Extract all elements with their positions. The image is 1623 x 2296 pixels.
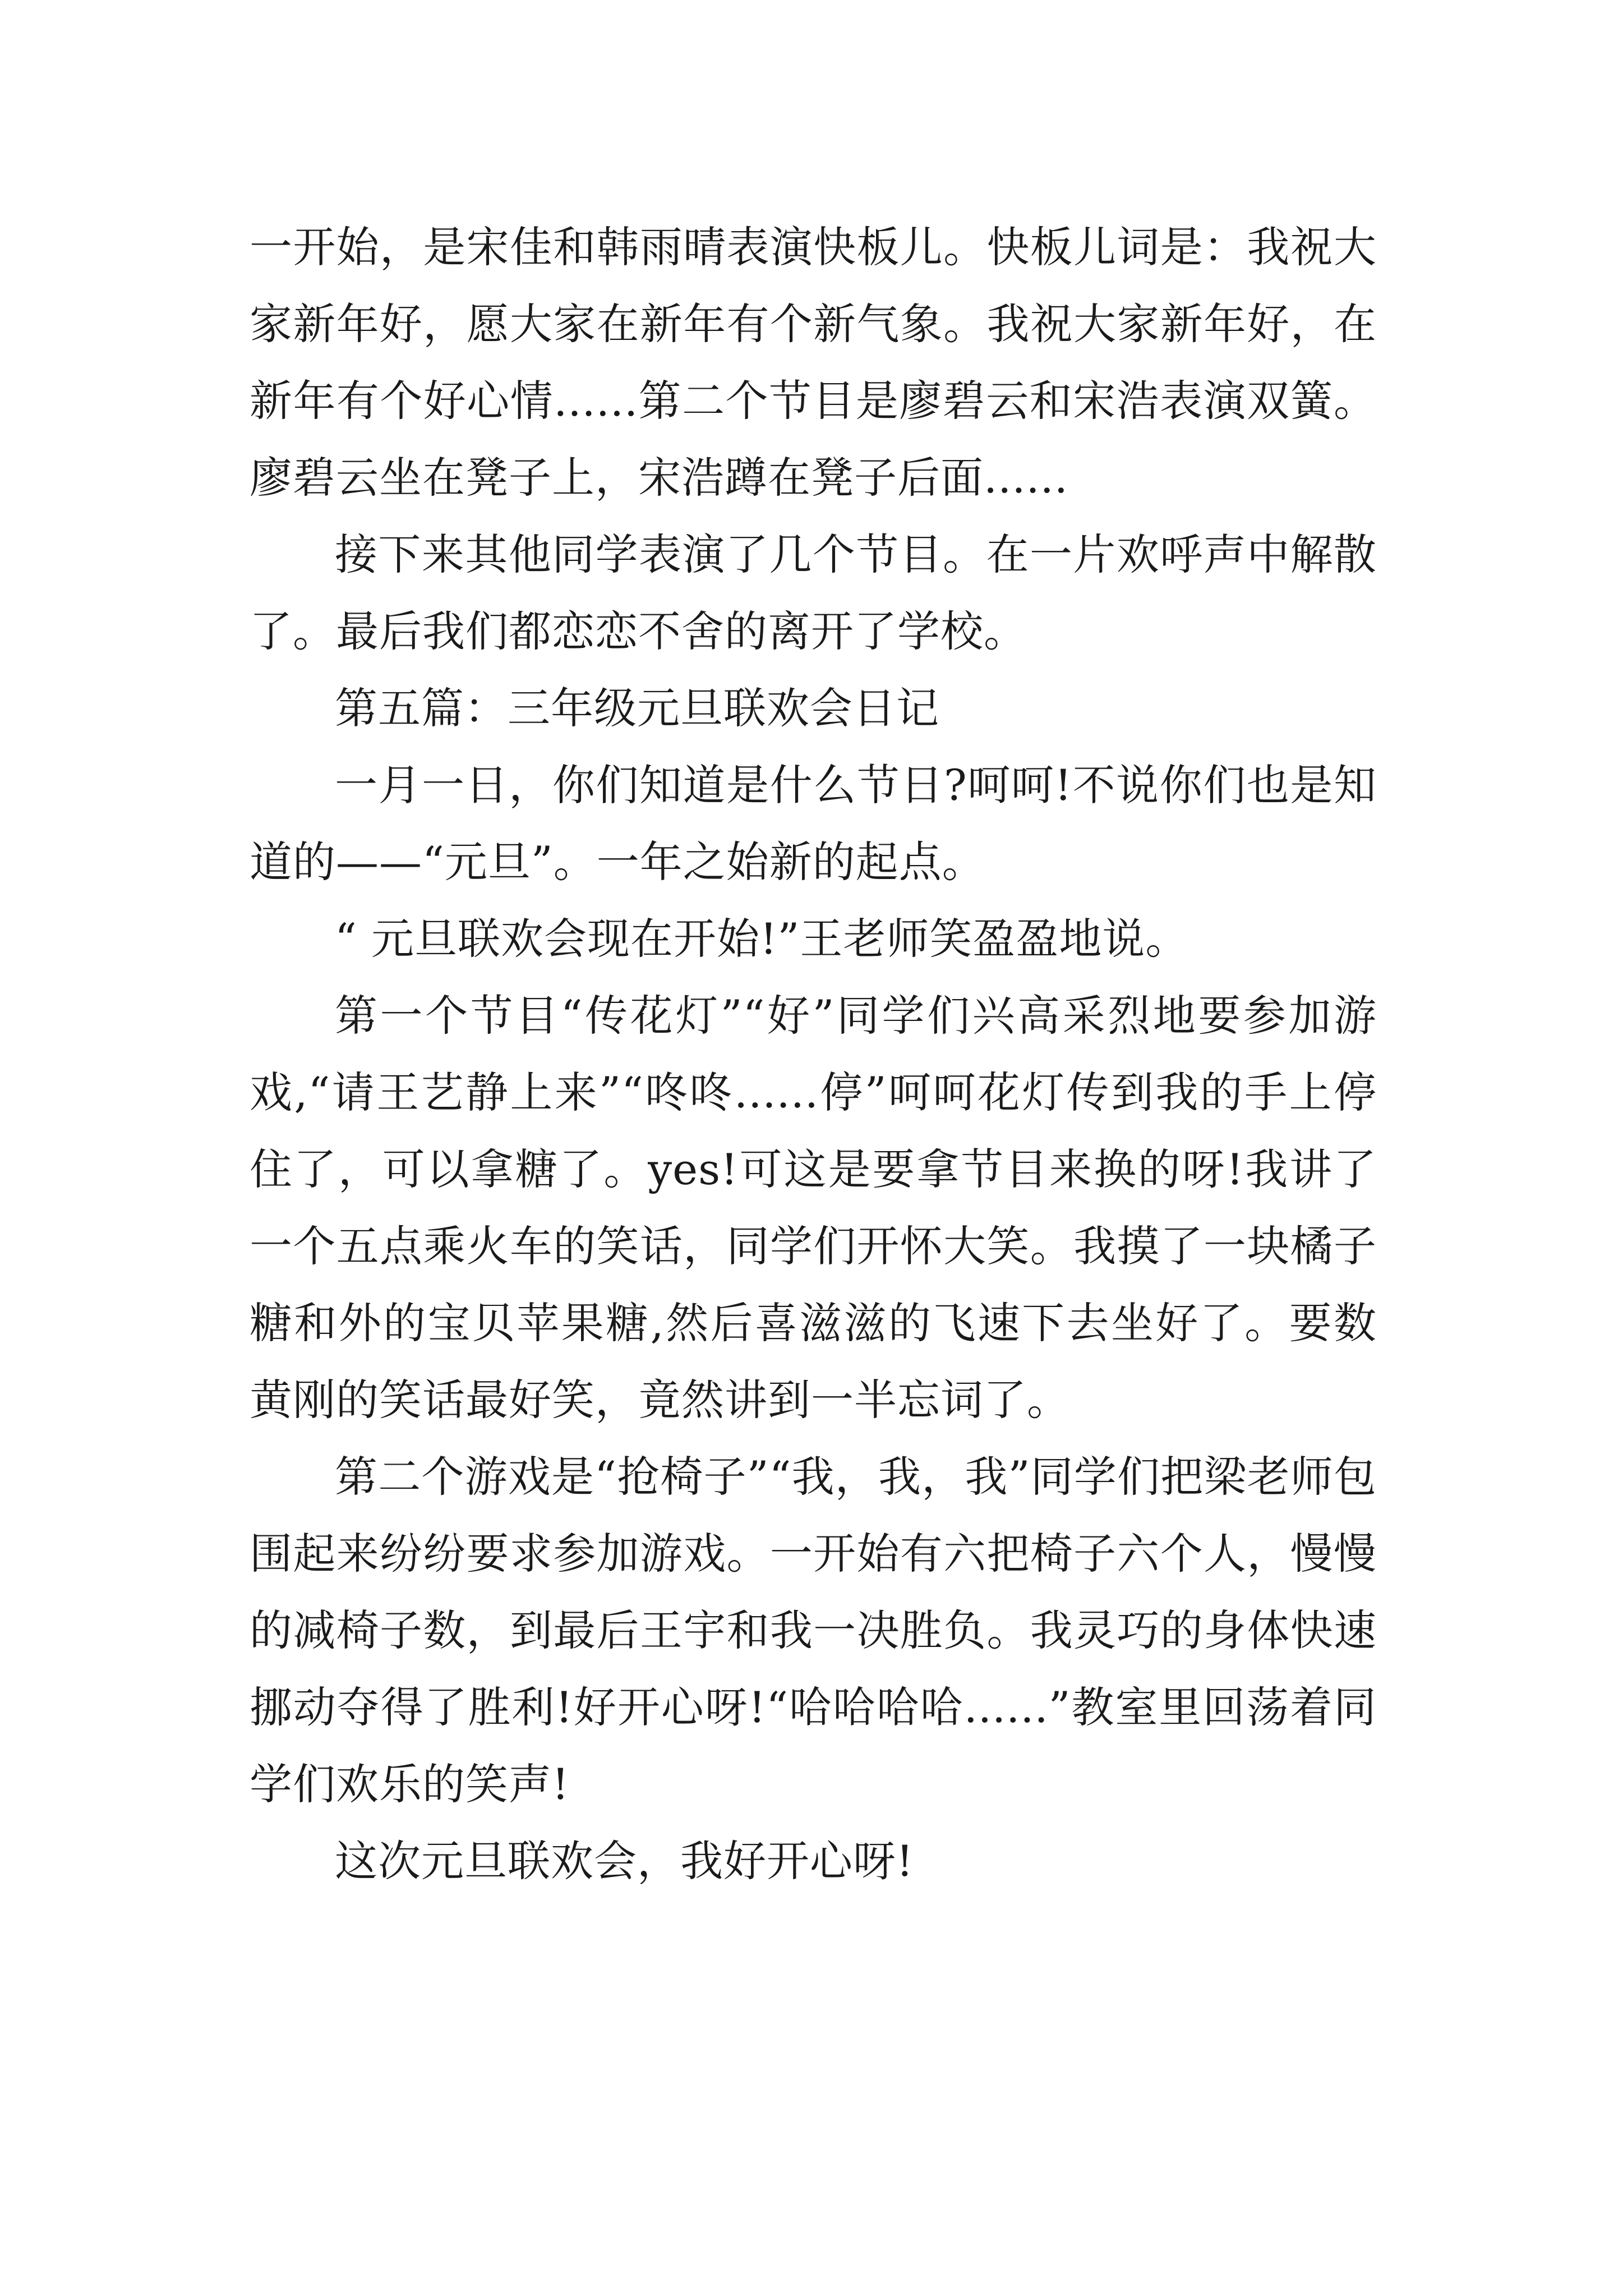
- paragraph-4: 一月一日，你们知道是什么节日?呵呵!不说你们也是知道的——“元旦”。一年之始新的起点。: [250, 760, 1377, 887]
- paragraph-7: 第二个游戏是“抢椅子”“我，我，我”同学们把梁老师包围起来纷纷要求参加游戏。一开始有六把椅子六个人，慢慢的减椅子数，到最后王宇和我一决胜负。我灵巧的身体快速挪动夺得了胜利!好开心呀!“哈哈哈哈......”教室里回荡着同学们欢乐的笑声!: [250, 1452, 1377, 1809]
- paragraph-1: 一开始，是宋佳和韩雨晴表演快板儿。快板儿词是：我祝大家新年好，愿大家在新年有个新气象。我祝大家新年好，在新年有个好心情......第二个节目是廖碧云和宋浩表演双簧。廖碧云坐在凳子上，宋浩蹲在凳子后面......: [250, 222, 1377, 503]
- paragraph-5: “ 元旦联欢会现在开始!”王老师笑盈盈地说。: [335, 914, 1189, 964]
- paragraph-2: 接下来其他同学表演了几个节目。在一片欢呼声中解散了。最后我们都恋恋不舍的离开了学校。: [250, 530, 1377, 656]
- paragraph-6: 第一个节目“传花灯”“好”同学们兴高采烈地要参加游戏,“请王艺静上来”“咚咚......停”呵呵花灯传到我的手上停住了，可以拿糖了。yes!可这是要拿节目来换的呀!我讲了一个五点乘火车的笑话，同学们开怀大笑。我摸了一块橘子糖和外的宝贝苹果糖,然后喜滋滋的飞速下去坐好了。要数黄刚的笑话最好笑，竟然讲到一半忘词了。: [250, 991, 1377, 1425]
- section-heading: 第五篇：三年级元旦联欢会日记: [335, 683, 939, 733]
- paragraph-8: 这次元旦联欢会，我好开心呀!: [335, 1836, 914, 1886]
- document-body: [250, 209, 1377, 1899]
